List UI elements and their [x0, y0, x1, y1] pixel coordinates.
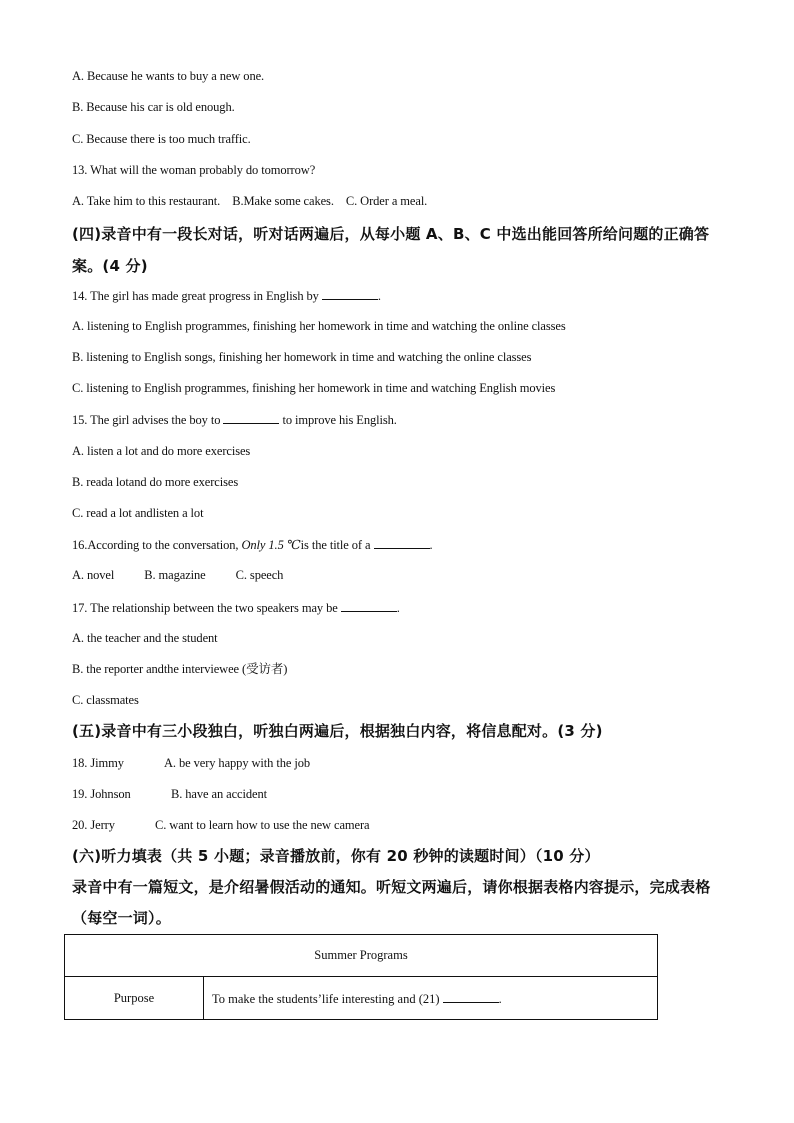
row-value: To make the students’life interesting and (21) .: [204, 977, 658, 1020]
q13-option-c: C. Order a meal.: [345, 194, 428, 208]
summer-programs-table: [64, 934, 658, 1020]
match-row: 19. Johnson B. have an accident: [72, 787, 267, 801]
answer-blank: [322, 287, 378, 300]
q13-option-b: B.Make some cakes.: [232, 194, 334, 208]
section5-heading: (五)录音中有三小段独白，听独白两遍后，根据独白内容，将信息配对。(3 分): [72, 722, 603, 740]
q13-option-a: A. Take him to this restaurant.: [72, 194, 221, 208]
q14-question: 14. The girl has made great progress in English by .: [72, 289, 381, 303]
q14-option-c: C. listening to English programmes, finishing her homework in time and watching English movies: [72, 381, 556, 395]
q12-option-b: B. Because his car is old enough.: [72, 100, 235, 114]
q12-option-c: C. Because there is too much traffic.: [72, 132, 251, 146]
match-row: 20. Jerry C. want to learn how to use the new camera: [72, 818, 370, 832]
q14-option-a: A. listening to English programmes, finishing her homework in time and watching the online classes: [72, 319, 566, 333]
q17-question: 17. The relationship between the two speakers may be .: [72, 601, 400, 615]
q15-option-c: C. read a lot andlisten a lot: [72, 506, 204, 520]
q13-question: 13. What will the woman probably do tomorrow?: [72, 163, 316, 177]
q16-options: [72, 567, 283, 583]
answer-blank: [223, 411, 279, 424]
match-row: 18. Jimmy A. be very happy with the job: [72, 756, 311, 770]
q16-title: Only 1.5 ℃: [241, 538, 301, 552]
q15-option-b: B. reada lotand do more exercises: [72, 475, 239, 489]
q16-question: 16.According to the conversation, Only 1.5 ℃is the title of a .: [72, 538, 433, 552]
answer-blank: [341, 599, 397, 612]
q16-option-b: B. magazine: [144, 568, 206, 582]
q13-options: [72, 193, 427, 209]
row-label: Purpose: [65, 977, 204, 1020]
q12-option-a: A. Because he wants to buy a new one.: [72, 69, 265, 83]
q17-option-c: C. classmates: [72, 693, 139, 707]
q14-option-b: B. listening to English songs, finishing her homework in time and watching the online classes: [72, 350, 532, 364]
table-row: [65, 977, 658, 1020]
q15-option-a: A. listen a lot and do more exercises: [72, 444, 251, 458]
q17-option-a: A. the teacher and the student: [72, 631, 218, 645]
answer-blank-21: [443, 990, 499, 1003]
answer-blank: [374, 536, 430, 549]
q15-question: 15. The girl advises the boy to to improve his English.: [72, 413, 397, 427]
section6-instruction: 录音中有一篇短文，是介绍暑假活动的通知。听短文两遍后，请你根据表格内容提示，完成表格（每空一词）。: [72, 878, 711, 927]
q16-option-c: C. speech: [235, 568, 284, 582]
section4-heading: (四)录音中有一段长对话，听对话两遍后，从每小题 A、B、C 中选出能回答所给问题的正确答案。(4 分): [72, 225, 710, 275]
section6-heading: (六)听力填表（共 5 小题；录音播放前，你有 20 秒钟的读题时间）（10 分）: [72, 847, 600, 865]
q17-option-b: B. the reporter andthe interviewee (受访者): [72, 662, 288, 676]
table-title: Summer Programs: [65, 935, 658, 977]
q16-option-a: A. novel: [72, 568, 115, 582]
